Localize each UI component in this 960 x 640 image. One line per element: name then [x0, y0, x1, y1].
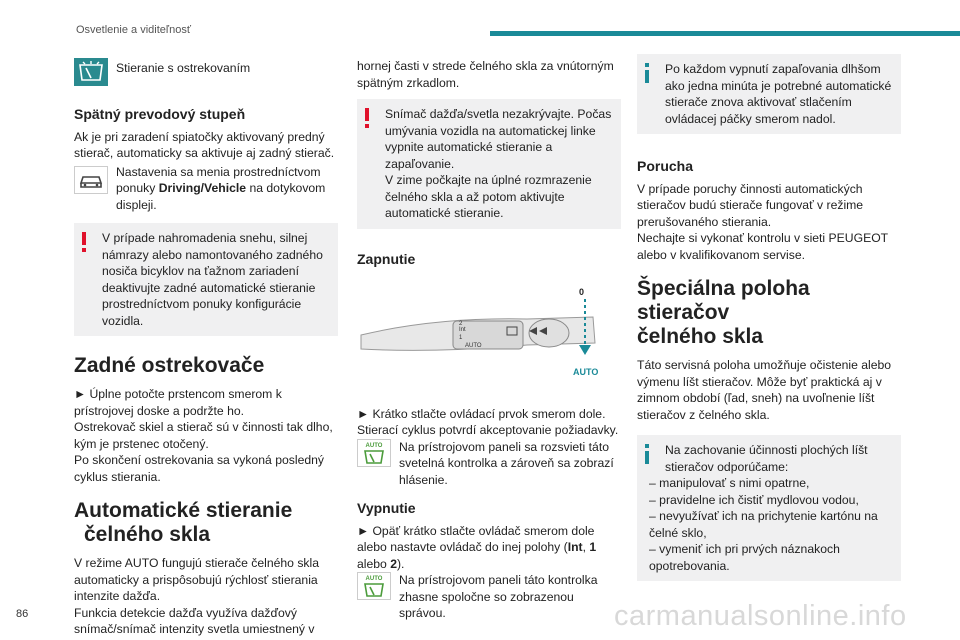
- list-item: – vymeniť ich pri prvých náznakoch opotrebovania.: [649, 542, 840, 573]
- switch-off-int: Int: [567, 540, 583, 554]
- warning-snow-text: V prípade nahromadenia snehu, silnej námrazy alebo namontovaného zadného nosiča bicyklov na ťažnom zariadení deaktivujte zadné automatické stieranie prostredníctvom ponuky konfigurácie vozidla.: [102, 231, 323, 328]
- switch-off-title: Vypnutie: [357, 500, 416, 516]
- info-note-blades: [637, 435, 901, 581]
- special-title-line1: Špeciálna poloha stieračov: [637, 277, 810, 324]
- wash-wipe-row: [74, 56, 338, 90]
- fault-p1: V prípade poruchy činnosti automatických stieračov budú stierače fungovať v režime prerušovaného stierania.: [637, 181, 864, 229]
- switch-off-sep2: alebo: [357, 556, 391, 571]
- info-note-reactivate: [637, 54, 901, 134]
- warning-sensor-text: Snímač dažďa/svetla nezakrývajte. Počas umývania vozidla na automatickej linke vypnite automatické stieranie a zapaľovanie. V zime počkajte na úplné rozmrazenie čelného skla a až potom aktivujte automatické stieranie.: [385, 107, 612, 220]
- switch-off-p1: [357, 523, 621, 573]
- info-icon: [643, 63, 651, 83]
- auto-wiper-warning-lamp-icon: [357, 439, 391, 467]
- auto-wipe-p1: V režime AUTO fungujú stierače čelného skla automaticky a prispôsobujú rýchlosť stierania intenzite dažďa.: [74, 556, 319, 603]
- auto-wipe-title: [74, 499, 338, 547]
- auto-wipe-p2: Funkcia detekcie dažďa využíva dažďový snímač/snímač intenzity svetla umiestnený v: [74, 605, 315, 636]
- lever-label-int: Int: [459, 327, 466, 333]
- blade-care-list: [649, 475, 893, 574]
- watermark: carmanualsonline.info: [614, 600, 907, 632]
- rear-washers-p3: Po skončení ostrekovania sa vykoná posledný cyklus stierania.: [74, 453, 324, 484]
- list-item: – pravidelne ich čistiť mydlovou vodou,: [649, 492, 859, 507]
- lever-label-1: 1: [459, 335, 463, 341]
- switch-on-title: Zapnutie: [357, 250, 416, 267]
- lever-label-0: 0: [579, 287, 585, 297]
- auto-lamp-label: AUTO: [365, 576, 383, 582]
- auto-lamp-off-text: Na prístrojovom paneli táto kontrolka zhasne spoločne so zobrazenou správou.: [399, 573, 598, 620]
- switch-off-p1-pre: ► Opäť krátko stlačte ovládač smerom dole alebo nastavte ovládač do inej polohy (: [357, 523, 595, 554]
- auto-lamp-row-off: [357, 572, 621, 622]
- fault-title: Porucha: [637, 158, 694, 174]
- reverse-gear-text: Ak je pri zaradení spiatočky aktivovaný predný stierač, automaticky sa aktivuje aj zadný stierač.: [74, 129, 335, 160]
- switch-off-post: ).: [397, 556, 405, 571]
- special-position-p1: Táto servisná poloha umožňuje očistenie alebo výmenu líšt stieračov. Môže byť praktická aj v zimnom období (ľad, sneh) na uvoľnenie líšt stieračov z čelného skla.: [637, 358, 892, 422]
- section-header: Osvetlenie a viditeľnosť: [76, 24, 191, 36]
- rear-washers-title: Zadné ostrekovače: [74, 354, 265, 377]
- switch-on-p1: ► Krátko stlačte ovládací prvok smerom dole.: [357, 406, 606, 421]
- page-number: 86: [16, 608, 29, 620]
- info-blades-lead: Na zachovanie účinnosti plochých líšt stieračov odporúčame:: [665, 443, 868, 474]
- switch-off-pos2: 2: [390, 556, 397, 571]
- auto-lamp-label: AUTO: [365, 442, 383, 449]
- car-settings-icon: [74, 166, 108, 194]
- auto-lamp-on-text: Na prístrojovom paneli sa rozsvieti táto svetelná kontrolka a zároveň sa zobrazí hlásenie.: [399, 439, 614, 487]
- rain-sensor-cont: hornej časti v strede čelného skla za vnútorným spätným zrkadlom.: [357, 59, 614, 90]
- auto-wipe-title-line2: čelného skla: [84, 523, 211, 546]
- warning-icon: [363, 108, 371, 128]
- info-icon: [643, 444, 651, 464]
- info-reactivate-text: Po každom vypnutí zapaľovania dlhšom ako jedna minúta je potrebné automatické stierače znova aktivovať stlačením ovládacej páčky smerom nadol.: [665, 62, 892, 126]
- switch-off-sep1: ,: [582, 540, 590, 554]
- list-item: – manipulovať s nimi opatrne,: [649, 476, 810, 490]
- switch-off-pos1: 1: [589, 540, 597, 554]
- rear-washers-p2: Ostrekovač skiel a stierač sú v činnosti tak dlho, kým je prstenec otočený.: [74, 420, 333, 451]
- list-item: – nevyužívať ich na prichytenie kartónu na čelné sklo,: [649, 509, 878, 540]
- auto-lamp-row-on: [357, 439, 621, 489]
- auto-wiper-warning-lamp-icon: [357, 572, 391, 600]
- windscreen-wash-icon: [74, 58, 108, 86]
- column-1: [74, 52, 338, 638]
- warning-icon: [80, 232, 88, 252]
- lever-label-2: 2: [459, 321, 463, 327]
- reverse-gear-title: Spätný prevodový stupeň: [74, 106, 246, 122]
- rear-washers-p1: ► Úplne potočte prstencom smerom k prístrojovej doske a podržte ho.: [74, 387, 282, 418]
- settings-row: [74, 164, 338, 214]
- column-3: [637, 54, 901, 595]
- wiper-lever-illustration: [357, 287, 621, 383]
- lever-label-auto-small: AUTO: [465, 343, 482, 349]
- wash-wipe-caption: Stieranie s ostrekovaním: [116, 61, 251, 75]
- settings-text-pre: Nastavenia sa menia prostredníctvom ponuky: [116, 164, 321, 195]
- lever-label-auto: AUTO: [573, 367, 599, 377]
- auto-wipe-title-line1: Automatické stieranie: [74, 499, 293, 522]
- warning-note-sensor: [357, 99, 621, 229]
- settings-text-post: na dotykovom displeji.: [116, 181, 326, 212]
- fault-p2: Nechajte si vykonať kontrolu v sieti PEUGEOT alebo v kvalifikovanom servise.: [637, 231, 888, 262]
- special-position-title: [637, 277, 901, 349]
- settings-menu-name: Driving/Vehicle: [158, 181, 247, 195]
- column-2: [357, 58, 621, 622]
- settings-text: [116, 164, 338, 214]
- special-title-line2: čelného skla: [637, 325, 764, 348]
- warning-note-snow: [74, 223, 338, 336]
- switch-on-p2: Stierací cyklus potvrdí akceptovanie požiadavky.: [357, 423, 619, 437]
- header-accent-bar: [490, 31, 960, 36]
